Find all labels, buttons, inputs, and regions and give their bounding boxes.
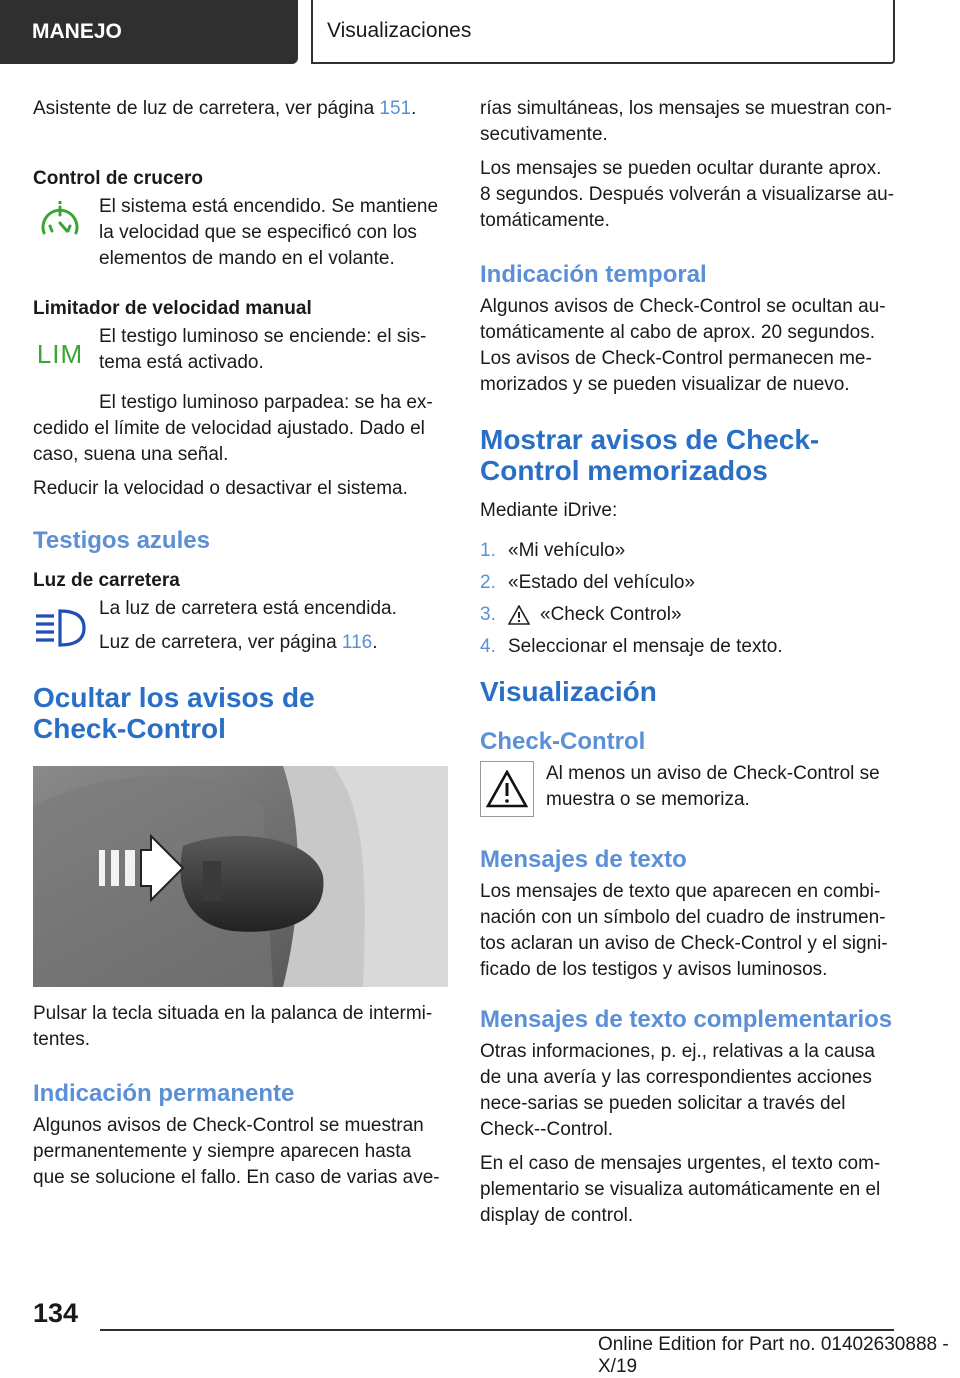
check-control-text: Al menos un aviso de Check-Control se muestra o se memoriza. <box>546 763 880 810</box>
left-column <box>33 96 448 1191</box>
hide-check-control-heading: Ocultar los avisos de Check-Control <box>33 682 315 744</box>
header-section-tab <box>0 0 298 64</box>
check-control-warning-icon <box>480 761 534 817</box>
photo-caption: Pulsar la tecla situada en la palanca de intermi-tentes. <box>33 1003 433 1050</box>
cruise-control-heading: Control de crucero <box>33 168 203 189</box>
permanent-indication-heading: Indicación permanente <box>33 1080 295 1107</box>
permanent-indication-text: Algunos avisos de Check-Control se muestran permanentemente y siempre aparecen hasta que se solucione el fallo. En caso de varias ave- <box>33 1115 440 1188</box>
right-column <box>480 96 894 1229</box>
high-beam-heading: Luz de carretera <box>33 570 180 591</box>
list-item: 3. «Check Control» <box>480 602 894 628</box>
menu-item-check-control[interactable]: «Check Control» <box>540 604 682 625</box>
visualization-heading: Visualización <box>480 676 657 707</box>
speed-limiter-text-1: El testigo luminoso se enciende: el sis-tema está activado. <box>99 326 427 373</box>
high-beam-text-2: Luz de carretera, ver página 116. <box>99 632 378 653</box>
high-beam-icon <box>33 596 87 660</box>
check-control-row <box>480 761 894 817</box>
cruise-control-text: El sistema está encendido. Se mantiene la velocidad que se especificó con los elementos de mando en el volante. <box>99 196 439 269</box>
intro-paragraph: Asistente de luz de carretera, ver página 151. <box>33 98 417 119</box>
topic-title: Visualizaciones <box>327 19 472 42</box>
high-beam-text-1: La luz de carretera está encendida. <box>99 598 397 619</box>
supplementary-messages-heading: Mensajes de texto complementarios <box>480 1006 893 1033</box>
check-control-heading: Check-Control <box>480 728 646 755</box>
continued-text: rías simultáneas, los mensajes se muestran con-secutivamente. <box>480 98 892 145</box>
cruise-control-row <box>33 194 448 272</box>
urgent-messages-text: En el caso de mensajes urgentes, el texto com-plementario se visualiza automáticamente en el display de control. <box>480 1153 881 1226</box>
idrive-label: Mediante iDrive: <box>480 500 618 521</box>
temporary-indication-heading: Indicación temporal <box>480 261 707 288</box>
supplementary-messages-text: Otras informaciones, p. ej., relativas a la causa de una avería y las correspondientes acciones nece-sarias se pueden solicitar a través del Check--Control. <box>480 1041 875 1140</box>
menu-item-vehicle-status[interactable]: «Estado del vehículo» <box>508 572 695 593</box>
blue-indicators-heading: Testigos azules <box>33 527 210 554</box>
list-item: 2. «Estado del vehículo» <box>480 570 894 596</box>
speed-limiter-heading: Limitador de velocidad manual <box>33 298 312 319</box>
list-item: 4. Seleccionar el mensaje de texto. <box>480 634 894 660</box>
list-item: 1. «Mi vehículo» <box>480 538 894 564</box>
turn-signal-lever-photo <box>33 766 448 987</box>
text-messages-text: Los mensajes de texto que aparecen en combi-nación con un símbolo del cuadro de instrumen-tos aclaran un aviso de Check-Control y el signi-ficado de los testigos y avisos luminosos. <box>480 881 888 980</box>
header-topic-tab <box>311 0 895 64</box>
speed-limiter-text-2: El testigo luminoso parpadea: se ha ex-cedido el límite de velocidad ajustado. Dado el caso, suena una señal. <box>33 392 433 465</box>
speed-limiter-row <box>33 324 448 384</box>
edition-note: Online Edition for Part no. 01402630888 - X/19 <box>598 1334 949 1377</box>
footer-divider <box>100 1329 894 1331</box>
warning-triangle-icon <box>508 605 530 625</box>
temporary-indication-text: Algunos avisos de Check-Control se ocultan au-tomáticamente al cabo de aprox. 20 segundos. Los avisos de Check-Control permanecen me-morizados y se pueden visualizar de nuevo. <box>480 296 886 395</box>
hide-duration-text: Los mensajes se pueden ocultar durante aprox. 8 segundos. Después volverán a visualizarse au-tomáticamente. <box>480 158 895 231</box>
select-text-message-step: Seleccionar el mensaje de texto. <box>508 636 783 657</box>
high-beam-texts <box>99 596 397 656</box>
text-messages-heading: Mensajes de texto <box>480 846 687 873</box>
steps-list <box>480 538 894 660</box>
speedometer-icon <box>33 194 87 248</box>
menu-item-my-vehicle[interactable]: «Mi vehículo» <box>508 540 626 561</box>
page-link-151[interactable]: 151 <box>379 98 412 119</box>
show-stored-messages-heading: Mostrar avisos de Check-Control memorizados <box>480 424 820 486</box>
section-title: MANEJO <box>32 20 122 43</box>
lim-icon: LIM <box>36 338 84 369</box>
page-link-116[interactable]: 116 <box>341 632 373 653</box>
speed-limiter-text-3: Reducir la velocidad o desactivar el sistema. <box>33 478 408 499</box>
high-beam-row <box>33 596 448 660</box>
page-number: 134 <box>33 1298 79 1328</box>
